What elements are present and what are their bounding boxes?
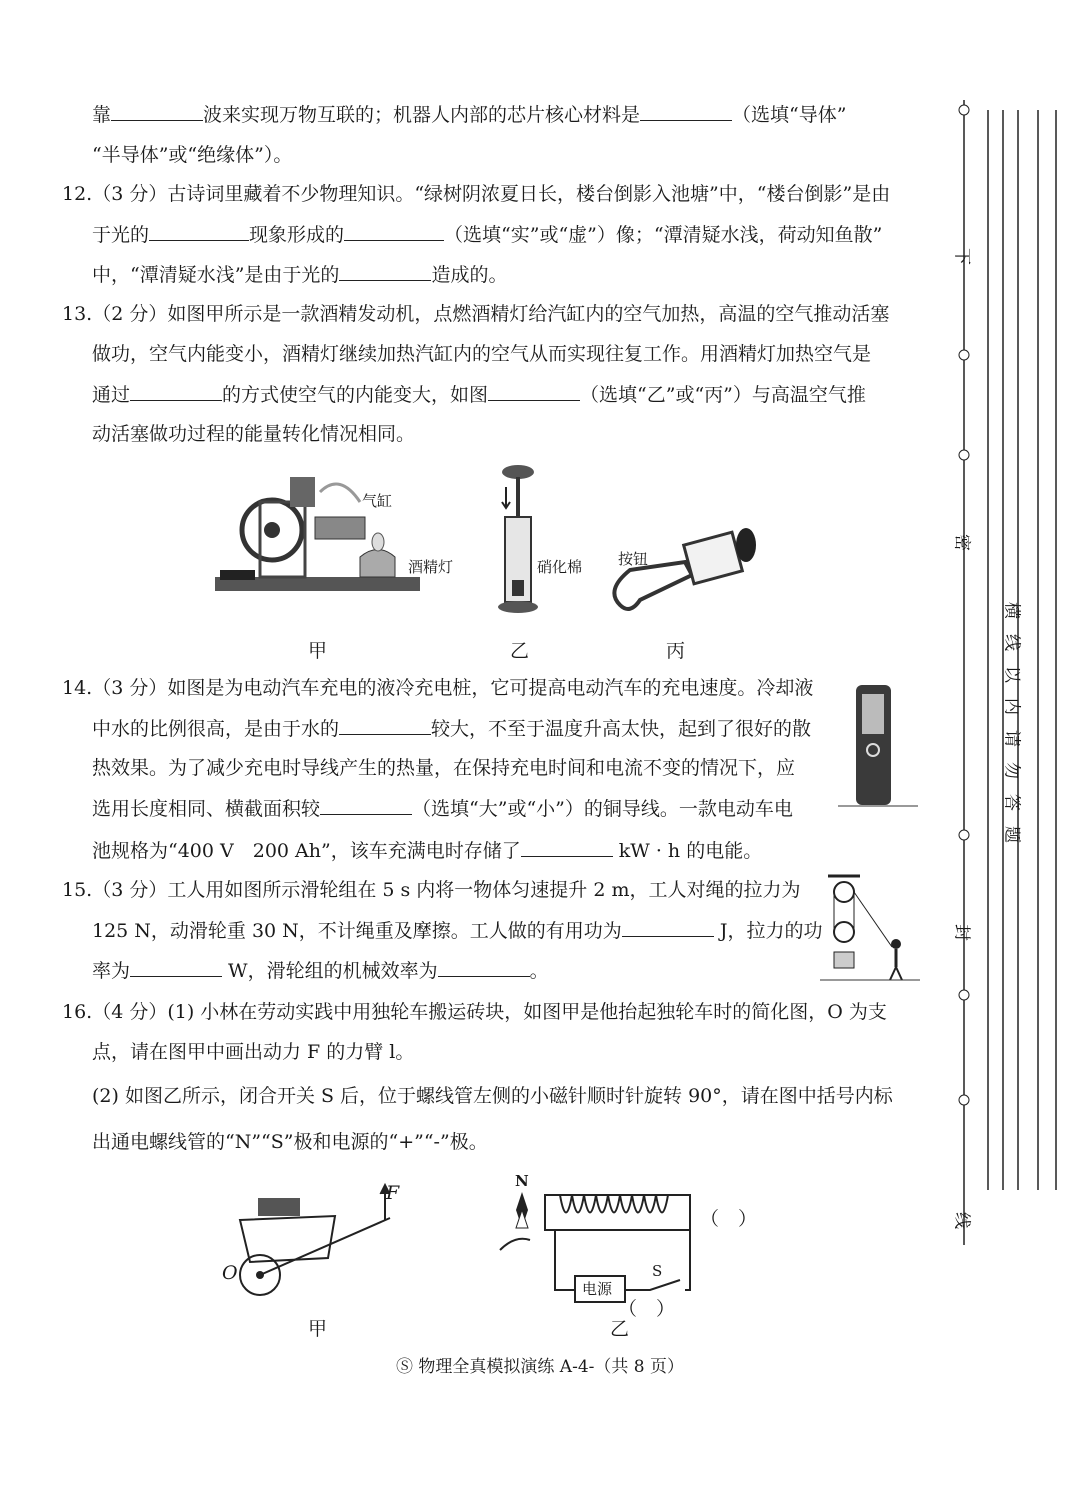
ignition-gun-figure [600,520,765,625]
margin-notice-1: 线 [1001,634,1022,651]
q13-line-1: 13.（2 分）如图甲所示是一款酒精发动机，点燃酒精灯给汽缸内的空气加热，高温的空气推动活塞 [62,303,890,325]
margin-notice-5: 勿 [1001,762,1022,779]
cylinder [315,517,365,539]
solenoid-bracket: （ ） [700,1208,758,1230]
q14-line-1: 14.（3 分）如图是为电动汽车充电的液冷充电桩，它可提高电动汽车的充电速度。冷却液 [62,677,814,699]
caption-bing: 丙 [666,640,686,662]
label-switch-s: S [652,1262,663,1280]
answer-blank [339,262,431,281]
pulley-system-figure [820,872,920,982]
label-alcohol-lamp: 酒精灯 [408,558,454,576]
margin-char-feng: 封 [951,924,972,941]
q13-line-4: 动活塞做功过程的能量转化情况相同。 [92,423,416,445]
answer-blank [640,102,732,121]
label-force-f: F [386,1182,400,1204]
label-north: N [515,1172,529,1190]
q14-line-3: 热效果。为了减少充电时导线产生的热量，在保持充电时间和电流不变的情况下，应 [92,757,796,779]
q14-line-5: 池规格为“400 V 200 Ah”，该车充满电时存储了 kW · h 的电能。 [92,840,763,862]
charging-pile-figure [838,680,918,810]
q11-line-2: “半导体”或“绝缘体”）。 [92,144,293,166]
caption-yi: 乙 [510,640,530,662]
answer-blank [111,102,203,121]
alcohol-engine-figure [210,462,430,612]
q15-line-1: 15.（3 分）工人用如图所示滑轮组在 5 s 内将一物体匀速提升 2 m，工人对绳的拉力为 [62,879,801,901]
answer-blank [438,958,530,977]
q16-line-2: 点，请在图甲中画出动力 F 的力臂 l。 [92,1041,415,1063]
margin-char-xia: 下 [951,248,972,265]
air-compression-figure [488,462,548,617]
label-pivot-o: O [222,1262,238,1284]
q14-line-4: 选用长度相同、横截面积较 （选填“大”或“小”）的铜导线。一款电动车电 [92,798,793,820]
margin-notice-2: 以 [1001,666,1022,683]
q11-line-1: 靠 波来实现万物互联的；机器人内部的芯片核心材料是 （选填“导体” [92,104,847,126]
caption-yi-16: 乙 [610,1318,630,1340]
q16-line-3: (2) 如图乙所示，闭合开关 S 后，位于螺线管左侧的小磁针顺时针旋转 90°，请在图中括号内标 [92,1085,893,1107]
alcohol-lamp [360,550,395,578]
answer-blank [344,222,444,241]
margin-char-mi: 密 [951,534,972,551]
answer-blank [622,918,714,937]
q16-line-4: 出通电螺线管的“N”“S”极和电源的“+”“-”极。 [92,1131,488,1153]
answer-blank [320,796,412,815]
page-footer: Ⓢ 物理全真模拟演练 A-4-（共 8 页） [395,1357,684,1377]
margin-notice-6: 答 [1001,794,1022,811]
label-cylinder: 气缸 [362,492,393,510]
answer-blank [130,958,222,977]
q15-line-2: 125 N，动滑轮重 30 N，不计绳重及摩擦。工人做的有用功为 J，拉力的功 [92,920,823,942]
q13-line-2: 做功，空气内能变小，酒精灯继续加热汽缸内的空气从而实现往复工作。用酒精灯加热空气是 [92,343,872,365]
power-bracket: （ ） [618,1298,676,1320]
q16-line-1: 16.（4 分）(1) 小林在劳动实践中用独轮车搬运砖块，如图甲是他抬起独轮车时的简化图，O 为支 [62,1001,887,1023]
q12-line-1: 12.（3 分）古诗词里藏着不少物理知识。“绿树阴浓夏日长，楼台倒影入池塘”中，“楼台倒影”是由 [62,183,891,205]
label-power: 电源 [582,1280,613,1298]
answer-blank [488,382,580,401]
caption-jia: 甲 [308,640,328,662]
margin-notice-7: 题 [1001,826,1022,843]
answer-blank [339,716,431,735]
q12-line-3: 中，“潭清疑水浅”是由于光的 造成的。 [92,264,508,286]
margin-notice-0: 横 [1001,602,1022,619]
margin-notice-4: 请 [1001,730,1022,747]
margin-notice-3: 内 [1001,698,1022,715]
caption-jia-16: 甲 [308,1318,328,1340]
answer-blank [521,838,613,857]
answer-blank [130,382,222,401]
label-button: 按钮 [618,550,649,568]
switch [625,1280,680,1290]
q15-line-3: 率为 W，滑轮组的机械效率为 。 [92,960,549,982]
margin-char-xian: 线 [951,1212,972,1229]
q12-line-2: 于光的 现象形成的 （选填“实”或“虚”）像；“潭清疑水浅，荷动知鱼散” [92,224,883,246]
q14-line-2: 中水的比例很高，是由于水的 较大，不至于温度升高太快，起到了很好的散 [92,718,812,740]
label-cotton: 硝化棉 [537,558,583,576]
q13-line-3: 通过 的方式使空气的内能变大，如图 （选填“乙”或“丙”）与高温空气推 [92,384,866,406]
answer-blank [149,222,249,241]
